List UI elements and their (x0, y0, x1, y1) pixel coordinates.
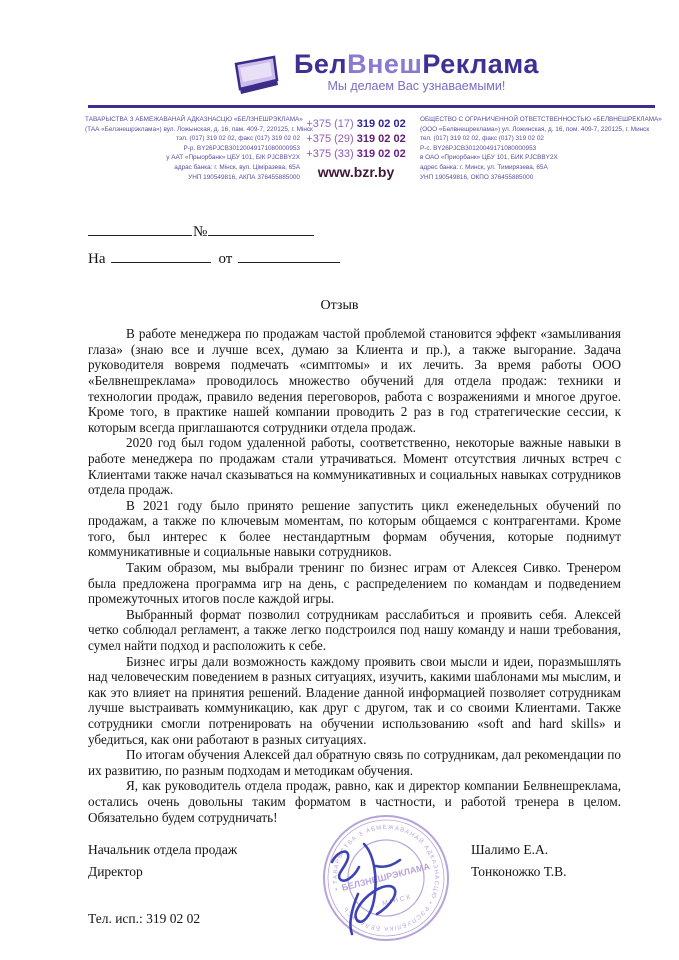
company-tagline: Мы делаем Вас узнаваемыми! (327, 79, 506, 94)
requisites-line: тел. (017) 319 02 02, факс (017) 319 02 02 (420, 135, 544, 143)
signatory-name: Шалимо Е.А. (471, 842, 549, 858)
requisites-line: в ОАО «Приорбанк» ЦБУ 101, БИК PJCBBY2X (420, 154, 558, 162)
paragraph: Бизнес игры дали возможность каждому проявить свои мысли и идеи, поразмышлять над человеческим поведением в разных ситуациях, изучить, какими шаблонами мы мыслим, и как это влияет на принятия решений. Владение данной информацией позволяет сотрудникам лучше выстраивать коммуникацию, как друг с другом, так и со своими Клиентами. Также сотрудники смогли потренировать на обучении использованию «soft and hard skills» и убедиться, как они работают в разных ситуациях. (88, 653, 621, 747)
contact-phones (300, 115, 412, 182)
requisites-line: Р-р. BY26PJCB30120049171080000953 (183, 144, 300, 152)
stamp-center-text: БЕЛЗНЕШРЭКЛАМА (340, 861, 431, 893)
requisites-line: ТАВАРЫСТВА З АБМЕЖАВАНАЙ АДКАЗНАСЦЮ «БЕЛЗНЕШРЭКЛАМА» (85, 116, 303, 123)
requisites-line: Р-с. BY26PJCB30120049171080000953 (420, 144, 537, 152)
blank-field (208, 222, 314, 236)
signatory-name: Тонконожко Т.В. (471, 864, 567, 880)
company-name: БелВнешРеклама (294, 49, 539, 79)
blank-field (111, 249, 211, 263)
reply-reference-line (88, 249, 679, 276)
logo-text (294, 50, 539, 93)
paragraph: Выбранный формат позволил сотрудникам расслабиться и проявить себя. Алексей четко соблюдал регламент, а также легко подстроился под нашу команду и наши требования, сумел найти подход и расположить к себе. (88, 606, 621, 654)
requisites-line: адрас банка: г. Мінск, вул. Ціміразева, 65А (174, 163, 300, 171)
blank-field (88, 222, 192, 236)
letter-body (88, 326, 621, 825)
requisites-line: (ТАА «Белзнешрэклама») вул. Ложынская, д. 16, пам. 409-7, 220125, г. Мінск (85, 125, 313, 133)
paragraph: В 2021 году было принято решение запустить цикл еженедельных обучений по продажам, а также по ключевым моментам, по которым общаемся с контрагентами. Кроме того, был интерес к более нестандартным формам обучения, которые поднимут коммуникативные и социальные навыки сотрудников. (88, 497, 621, 560)
stamp-ring-text: • ТАВАРЫСТВА З АБМЕЖАВАНАЙ АДКАЗНАСЦЮ • РЭСПУБЛІКА БЕЛАРУСЬ (332, 824, 440, 932)
phone-number: +375 (33) 319 02 02 (306, 148, 406, 160)
requisites-belarusian (85, 115, 313, 182)
signatory-title: Директор (88, 864, 143, 880)
letter-title: Отзыв (320, 298, 359, 314)
phone-number: +375 (29) 319 02 02 (306, 133, 406, 145)
paragraph: По итогам обучения Алексей дал обратную связь по сотрудникам, дал рекомендации по их развитию, по разным подходам и методикам обучения. (88, 747, 621, 778)
document-reference-block (88, 222, 679, 276)
phone-number: +375 (17) 319 02 02 (306, 118, 406, 130)
signatory-title: Начальник отдела продаж (88, 842, 238, 858)
signatory-names (471, 839, 621, 883)
requisites-russian (412, 115, 665, 182)
requisites-line: (ООО «Белвнешреклама») ул. Ложинская, д. 16, пом. 409-7, 220125, г. Минск (420, 125, 650, 133)
requisites-line: ОБЩЕСТВО С ОГРАНИЧЕННОЙ ОТВЕТСТВЕННОСТЬЮ «БЕЛВНЕШРЕКЛАМА» (420, 116, 662, 123)
website-link: www.bzr.by (317, 164, 395, 180)
requisites-line: у ААТ «Прыорбанк» ЦБУ 101, БІК PJCBBY2X (166, 154, 300, 162)
handwritten-signature (318, 836, 428, 941)
header-divider (88, 105, 655, 108)
paragraph: В работе менеджера по продажам частой проблемой становится эффект «замыливания глаза» (знаю все и лучше всех, думаю за Клиента и пр.), а также выгорание. Задача руководителя вовремя подмечать «симптомы» и их лечить. За время работы ООО «Белвнешреклама» проводилось множество обучений для отдела продаж: техники и технологии продаж, правило ведения переговоров, работа с возражениями и многое другое. Кроме того, в практике нашей компании проводить 2 раз в год стратегические сессии, к которым всегда приглашаются сотрудники отдела продаж. (88, 326, 621, 435)
requisites-line: УНП 190549816, АКПА 376455885000 (188, 173, 300, 181)
executor-phone: Тел. исп.: 319 02 02 (88, 911, 201, 927)
requisites-line: адрес банка: г. Минск, ул. Тимирязева, 65А (420, 163, 548, 171)
paragraph: Таким образом, мы выбрали тренинг по бизнес играм от Алексея Сивко. Тренером была предложена программа игр на день, с распределением по командам и подведением промежуточных итогов после каждой игры. (88, 560, 621, 607)
requisites-line: УНП 190549816, ОКПО 376455885000 (420, 173, 534, 181)
requisites-line: тэл. (017) 319 02 02, факс (017) 319 02 02 (176, 135, 300, 143)
ot-label: от (218, 251, 233, 268)
number-sign: № (193, 224, 208, 241)
paragraph: 2020 год был годом удаленной работы, соответственно, некоторые важные навыки в работе менеджера по продажам стали утрачиваться. Момент отсутствия личных встреч с Клиентами также начал сказываться на коммуникативных и социальных навыках сотрудников отдела продаж. (88, 435, 621, 498)
billboard-icon (230, 54, 284, 98)
stamp-city-text: г. МІНСК (370, 893, 413, 911)
blank-field (238, 249, 340, 263)
paragraph: Я, как руководитель отдела продаж, равно, как и директор компании Белвнешреклама, остались очень довольны таким форматом в частности, и работой тренера в целом. Обязательно будем сотрудничать! (88, 778, 621, 825)
document-number-line (88, 222, 679, 249)
na-label: На (88, 251, 106, 268)
letterhead-requisites (85, 115, 665, 182)
company-logo (230, 50, 679, 98)
